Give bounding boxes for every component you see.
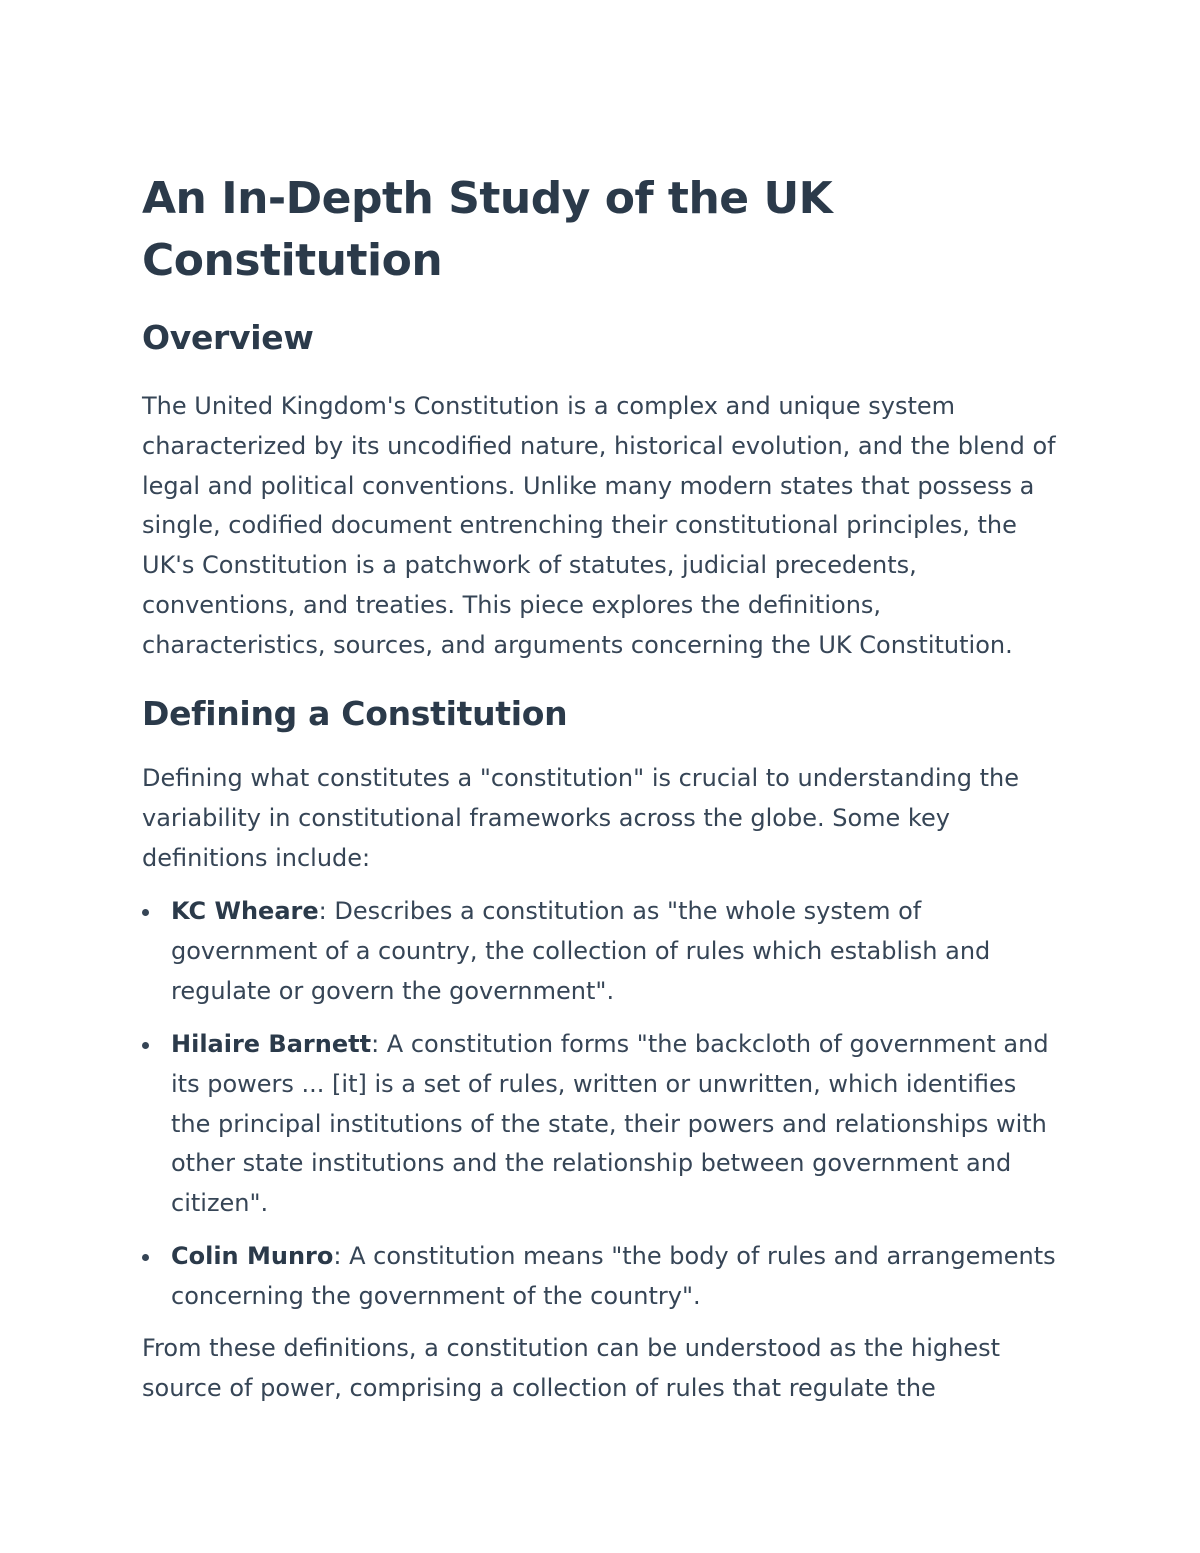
definition-text: : Describes a constitution as "the whole system of government of a country, the collection of rules which establish and regulate or govern the government". (171, 897, 991, 1005)
bullet-icon (142, 1254, 149, 1261)
section-heading-defining: Defining a Constitution (142, 694, 568, 733)
section-heading-overview: Overview (142, 318, 314, 357)
definition-author: Colin Munro (171, 1242, 334, 1270)
list-item (142, 892, 1060, 1011)
definition-text: : A constitution forms "the backcloth of government and its powers ... [it] is a set of rules, written or unwritten, which identifies the principal institutions of the state, their powers and relationships with other state institutions and the relationship between government and citizen". (171, 1030, 1049, 1218)
definition-text: : A constitution means "the body of rules and arrangements concerning the government of the country". (171, 1242, 1056, 1310)
document-title: An In-Depth Study of the UK Constitution (142, 173, 833, 286)
conclusion-paragraph: From these definitions, a constitution can be understood as the highest source of power, comprising a collection of rules that regulate the (142, 1334, 1000, 1402)
bullet-icon (142, 1042, 149, 1049)
defining-intro-paragraph: Defining what constitutes a "constitution" is crucial to understanding the variability in constitutional frameworks across the globe. Some key definitions include: (142, 764, 1019, 872)
list-item (142, 1237, 1060, 1317)
bullet-icon (142, 909, 149, 916)
list-item (142, 1025, 1060, 1224)
definition-author: Hilaire Barnett (171, 1030, 372, 1058)
definition-author: KC Wheare (171, 897, 319, 925)
overview-paragraph: The United Kingdom's Constitution is a complex and unique system characterized by its uncodified nature, historical evolution, and the blend of legal and political conventions. Unlike many modern states that possess a single, codified document entrenching their constitutional principles, the UK's Constitution is a patchwork of statutes, judicial precedents, conventions, and treaties. This piece explores the definitions, characteristics, sources, and arguments concerning the UK Constitution. (142, 392, 1056, 659)
